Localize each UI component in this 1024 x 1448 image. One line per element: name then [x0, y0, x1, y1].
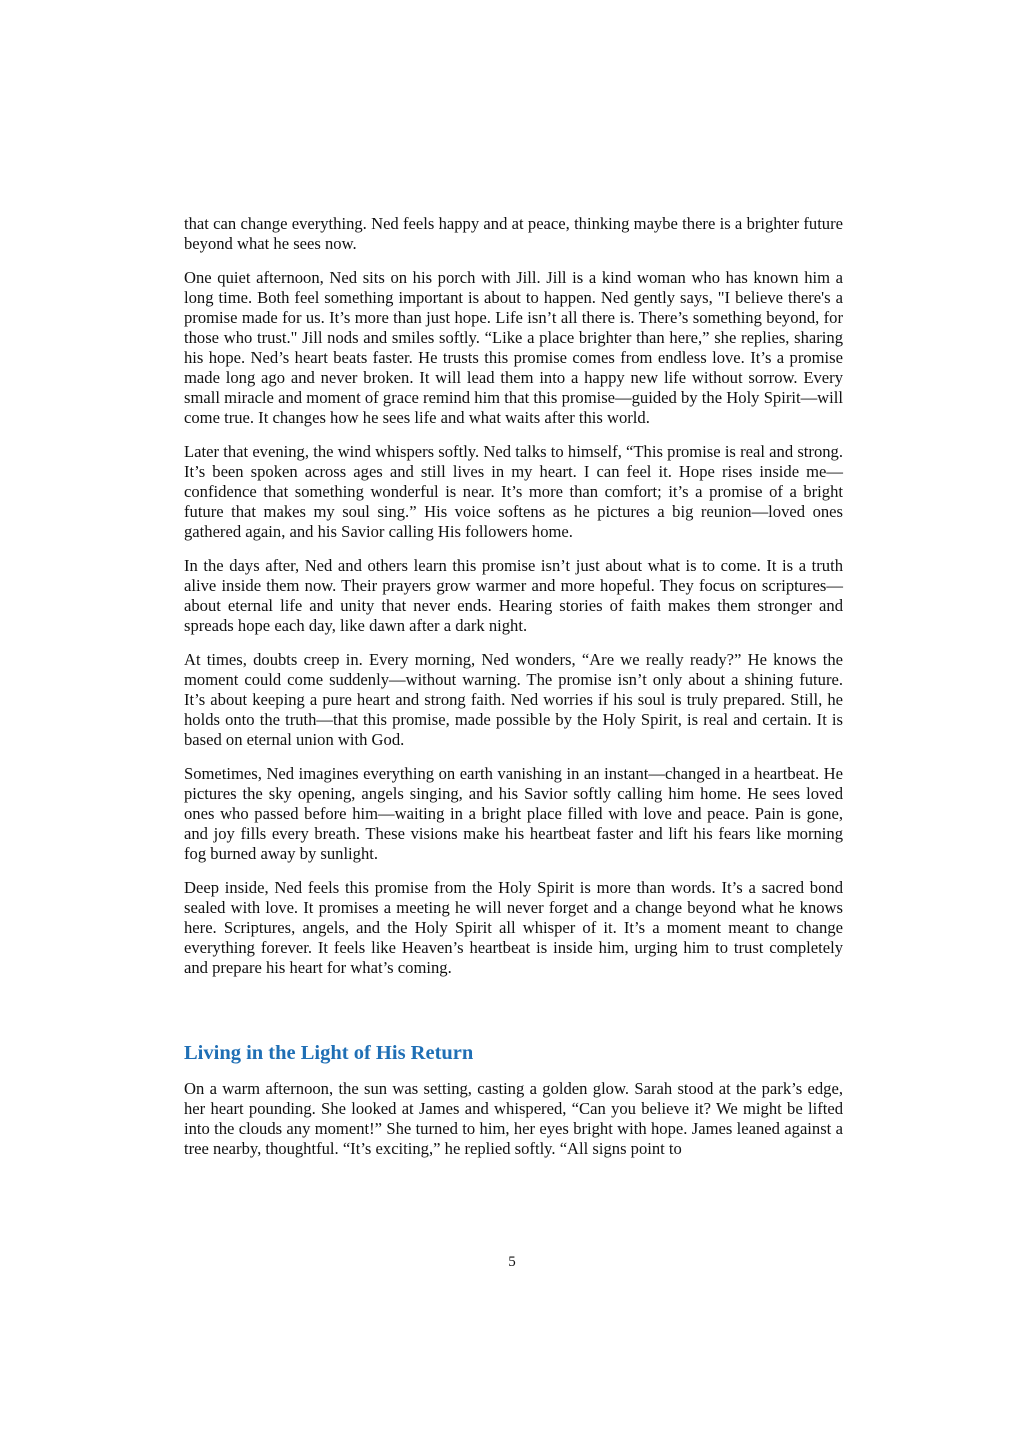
page-number: 5: [508, 1254, 516, 1270]
paragraph: Deep inside, Ned feels this promise from the Holy Spirit is more than words. It’s a sacred bond sealed with love. It promises a meeting he will never forget and a change beyond what he knows here. Scriptures, angels, and the Holy Spirit all whisper of it. It’s a moment meant to change everything forever. It feels like Heaven’s heartbeat is inside him, urging him to trust completely and prepare his heart for what’s coming.: [184, 877, 843, 978]
paragraph: In the days after, Ned and others learn this promise isn’t just about what is to come. It is a truth alive inside them now. Their prayers grow warmer and more hopeful. They focus on scriptures—about eternal life and unity that never ends. Hearing stories of faith makes them stronger and spreads hope each day, like dawn after a dark night.: [184, 555, 843, 636]
paragraph: At times, doubts creep in. Every morning, Ned wonders, “Are we really ready?” He knows the moment could come suddenly—without warning. The promise isn’t only about a shining future. It’s about keeping a pure heart and strong faith. Ned worries if his soul is truly prepared. Still, he holds onto the truth—that this promise, made possible by the Holy Spirit, is real and certain. It is based on eternal union with God.: [184, 649, 843, 750]
paragraph: Sometimes, Ned imagines everything on earth vanishing in an instant—changed in a heartbeat. He pictures the sky opening, angels singing, and his Savior softly calling him home. He sees loved ones who passed before him—waiting in a bright place filled with love and peace. Pain is gone, and joy fills every breath. These visions make his heartbeat faster and lift his fears like morning fog burned away by sunlight.: [184, 763, 843, 864]
section-heading: Living in the Light of His Return: [184, 1042, 474, 1065]
paragraph: On a warm afternoon, the sun was setting, casting a golden glow. Sarah stood at the park’s edge, her heart pounding. She looked at James and whispered, “Can you believe it? We might be lifted into the clouds any moment!” She turned to him, her eyes bright with hope. James leaned against a tree nearby, thoughtful. “It’s exciting,” he replied softly. “All signs point to: [184, 1079, 843, 1159]
paragraph: Later that evening, the wind whispers softly. Ned talks to himself, “This promise is real and strong. It’s been spoken across ages and still lives in my heart. I can feel it. Hope rises inside me—confidence that something wonderful is near. It’s more than comfort; it’s a promise of a bright future that makes my soul sing.” His voice softens as he pictures a big reunion—loved ones gathered again, and his Savior calling His followers home.: [184, 441, 843, 542]
paragraph: that can change everything. Ned feels happy and at peace, thinking maybe there is a brighter future beyond what he sees now.: [184, 214, 843, 254]
page-body: [184, 214, 843, 1173]
paragraph: One quiet afternoon, Ned sits on his porch with Jill. Jill is a kind woman who has known him a long time. Both feel something important is about to happen. Ned gently says, "I believe there's a promise made for us. It’s more than just hope. Life isn’t all there is. There’s something beyond, for those who trust." Jill nods and smiles softly. “Like a place brighter than here,” she replies, sharing his hope. Ned’s heart beats faster. He trusts this promise comes from endless love. It’s a promise made long ago and never broken. It will lead them into a happy new life without sorrow. Every small miracle and moment of grace remind him that this promise—guided by the Holy Spirit—will come true. It changes how he sees life and what waits after this world.: [184, 267, 843, 428]
